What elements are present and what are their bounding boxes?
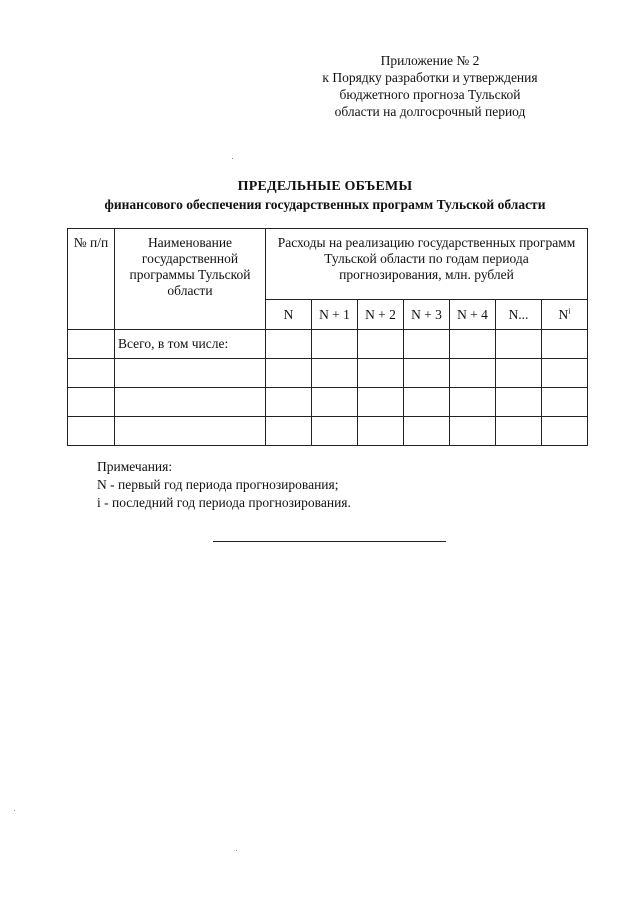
header-year-ni-sup: i <box>568 306 571 315</box>
cell-value <box>266 359 312 388</box>
scan-speck <box>236 850 237 851</box>
funding-limits-table <box>67 228 588 446</box>
cell-value <box>496 388 542 417</box>
cell-value <box>358 359 404 388</box>
cell-value <box>542 388 588 417</box>
header-expenses <box>266 229 588 300</box>
cell-value <box>266 388 312 417</box>
cell-name <box>115 359 266 388</box>
notes-section <box>97 458 351 512</box>
cell-value <box>312 388 358 417</box>
cell-value <box>312 330 358 359</box>
cell-value <box>266 330 312 359</box>
cell-value <box>266 417 312 446</box>
cell-value <box>450 388 496 417</box>
cell-num <box>68 359 115 388</box>
cell-value <box>358 330 404 359</box>
header-number: № п/п <box>68 229 115 330</box>
note-first-year: N - первый год периода прогнозирования; <box>97 477 339 492</box>
cell-value <box>312 359 358 388</box>
table-header-row <box>68 229 588 300</box>
cell-total-label: Всего, в том числе: <box>115 330 266 359</box>
closing-rule <box>213 541 446 542</box>
header-year-n2: N + 2 <box>358 300 404 330</box>
appendix-line-2: к Порядку разработки и утверждения <box>322 70 538 85</box>
document-title <box>60 178 590 214</box>
table-row-total <box>68 330 588 359</box>
cell-value <box>404 417 450 446</box>
cell-value <box>496 417 542 446</box>
cell-value <box>358 388 404 417</box>
cell-value <box>450 359 496 388</box>
header-year-n3: N + 3 <box>404 300 450 330</box>
scan-speck <box>232 158 233 159</box>
header-year-ni-base: N <box>558 306 569 322</box>
cell-value <box>404 388 450 417</box>
cell-value <box>496 330 542 359</box>
cell-num <box>68 417 115 446</box>
notes-heading: Примечания: <box>97 459 173 474</box>
scan-speck <box>14 810 15 811</box>
cell-name <box>115 417 266 446</box>
title-subtitle: финансового обеспечения государственных программ Тульской области <box>104 197 546 212</box>
header-year-ellipsis: N... <box>496 300 542 330</box>
cell-value <box>542 359 588 388</box>
appendix-line-3: бюджетного прогноза Тульской <box>339 87 521 102</box>
cell-num <box>68 388 115 417</box>
table-row <box>68 359 588 388</box>
appendix-line-4: области на долгосрочный период <box>334 104 526 119</box>
cell-value <box>450 417 496 446</box>
cell-value <box>496 359 542 388</box>
cell-value <box>404 359 450 388</box>
header-year-n1: N + 1 <box>312 300 358 330</box>
appendix-line-1: Приложение № 2 <box>380 53 480 68</box>
cell-num <box>68 330 115 359</box>
header-expenses-text: Расходы на реализацию государственных программ Тульской области по годам периода прогнозирования, млн. рублей <box>277 235 576 282</box>
header-year-n4: N + 4 <box>450 300 496 330</box>
cell-value <box>404 330 450 359</box>
cell-value <box>358 417 404 446</box>
note-last-year: i - последний год периода прогнозирования. <box>97 495 351 510</box>
table-row <box>68 388 588 417</box>
cell-value <box>312 417 358 446</box>
table-row <box>68 417 588 446</box>
cell-value <box>542 330 588 359</box>
title-main: ПРЕДЕЛЬНЫЕ ОБЪЕМЫ <box>237 179 413 194</box>
cell-name <box>115 388 266 417</box>
cell-value <box>542 417 588 446</box>
header-program-name: Наименование государственной программы Тульской области <box>115 229 266 330</box>
appendix-header <box>300 52 560 120</box>
cell-value <box>450 330 496 359</box>
header-year-ni <box>542 300 588 330</box>
header-year-n: N <box>266 300 312 330</box>
